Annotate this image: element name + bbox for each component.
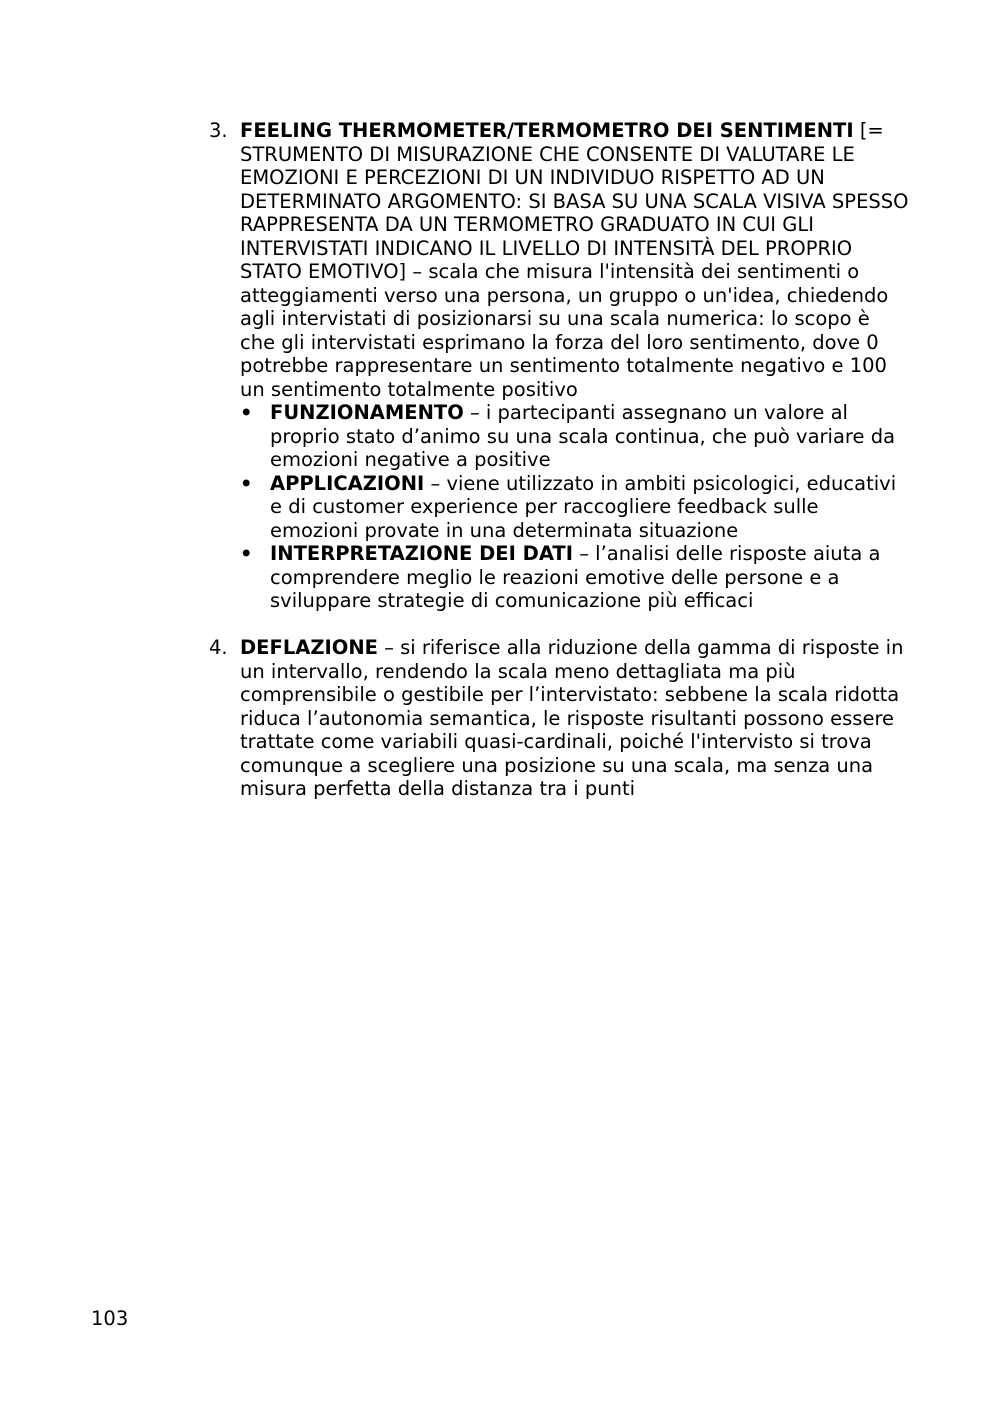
bullet-item-interpretazione-dei-dati xyxy=(240,542,910,613)
bullet-item-applicazioni xyxy=(240,472,910,543)
list-item-feeling-thermometer xyxy=(209,119,910,613)
bullet-text: – l’analisi delle risposte aiuta a comprendere meglio le reazioni emotive delle persone e a sviluppare strategie di comunicazione più efficaci xyxy=(270,542,881,612)
bullet-text: – viene utilizzato in ambiti psicologici, educativi e di customer experience per raccogliere feedback sulle emozioni provate in una determinata situazione xyxy=(270,471,897,542)
bullet-text: – i partecipanti assegnano un valore al proprio stato d’animo su una scala continua, che può variare da emozioni negative a positive xyxy=(270,401,896,471)
bullet-item-funzionamento xyxy=(240,401,910,472)
bullet-icon: • xyxy=(240,471,253,495)
bullet-term: INTERPRETAZIONE DEI DATI xyxy=(270,542,573,565)
bullet-icon: • xyxy=(240,542,253,565)
spacer xyxy=(0,613,1000,637)
bullet-list xyxy=(240,401,910,613)
list-item-deflazione xyxy=(209,636,910,801)
item-number: 4. xyxy=(209,636,228,659)
item-text: – scala che misura l'intensità dei sentimenti o atteggiamenti verso una persona, un gruppo o un'idea, chiedendo agli intervistati di posizionarsi su una scala numerica: lo scopo è che gli intervistati esprimano la forza del loro sentimento, dove 0 potrebbe rappresentare un sentimento totalmente negativo e 100 un sentimento totalmente positivo xyxy=(240,260,889,401)
bullet-term: FUNZIONAMENTO xyxy=(270,401,464,424)
item-definition: [= STRUMENTO DI MISURAZIONE CHE CONSENTE DI VALUTARE LE EMOZIONI E PERCEZIONI DI UN INDIVIDUO RISPETTO AD UN DETERMINATO ARGOMENTO: SI BASA SU UNA SCALA VISIVA SPESSO RAPPRESENTA DA UN TERMOMETRO GRADUATO IN CUI GLI INTERVISTATI INDICANO IL LIVELLO DI INTENSITÀ DEL PROPRIO STATO EMOTIVO] xyxy=(240,119,909,283)
item-body xyxy=(240,119,910,401)
item-body xyxy=(240,636,910,801)
page-content xyxy=(0,119,1000,801)
page-number: 103 xyxy=(91,1307,129,1330)
item-number: 3. xyxy=(209,119,228,142)
bullet-term: APPLICAZIONI xyxy=(270,471,425,495)
item-title: FEELING THERMOMETER/TERMOMETRO DEI SENTIMENTI xyxy=(240,119,854,142)
item-title: DEFLAZIONE xyxy=(240,636,378,659)
bullet-icon: • xyxy=(240,401,253,424)
item-text: – si riferisce alla riduzione della gamma di risposte in un intervallo, rendendo la scala meno dettagliata ma più comprensibile o gestibile per l’intervistato: sebbene la scala ridotta riduca l’autonomia semantica, le risposte risultanti possono essere trattate come variabili quasi-cardinali, poiché l'intervisto si trova comunque a scegliere una posizione su una scala, ma senza una misura perfetta della distanza tra i punti xyxy=(240,636,904,800)
